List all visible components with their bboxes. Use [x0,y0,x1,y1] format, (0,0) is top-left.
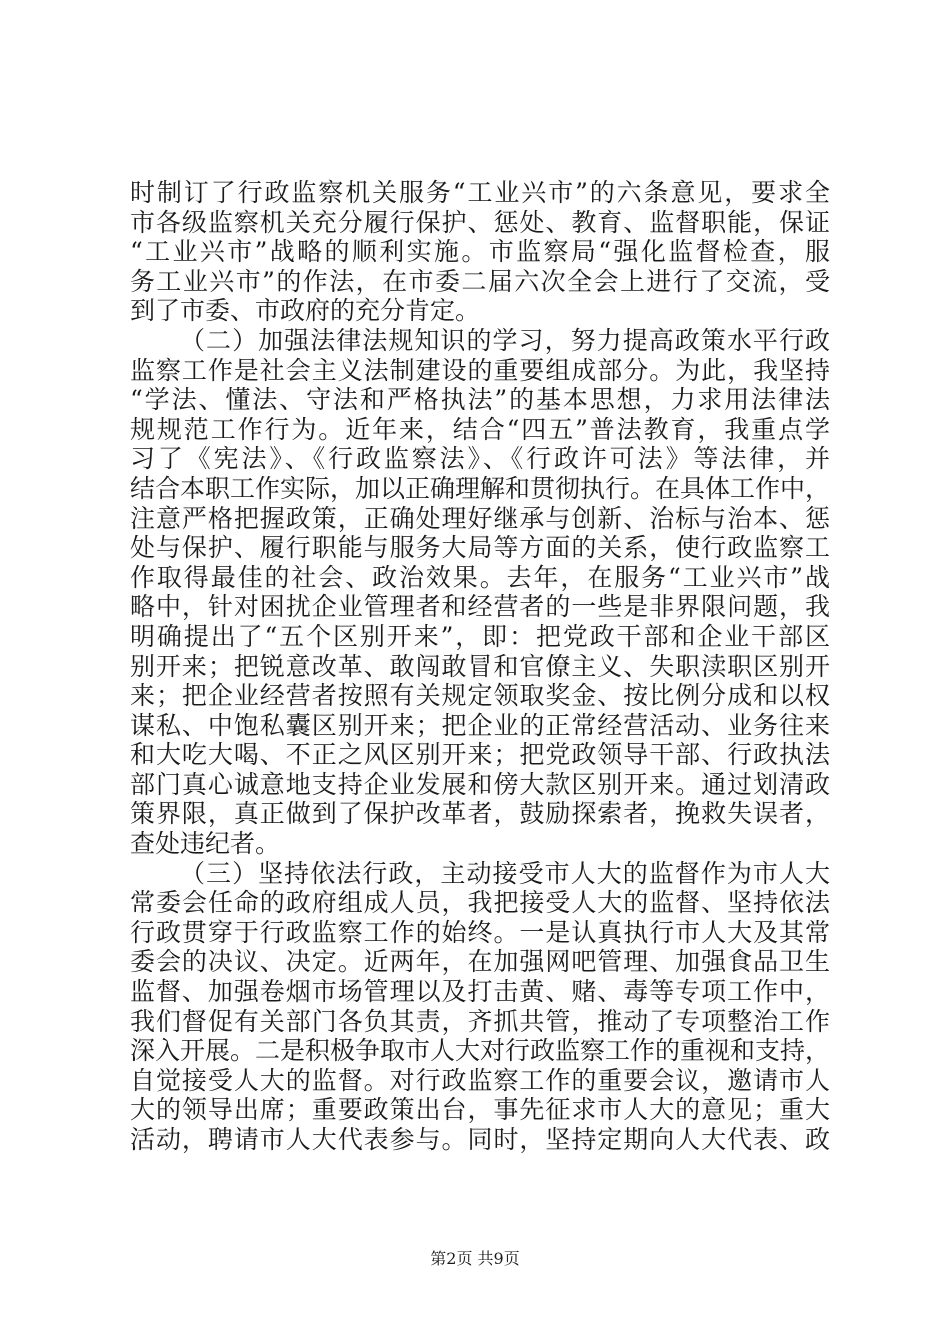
text-line: “学法、懂法、守法和严格执法”的基本思想，力求用法律法 [130,385,830,415]
text-line: 我们督促有关部门各负其责，齐抓共管，推动了专项整治工作 [130,1006,830,1036]
text-line: 监督、加强卷烟市场管理以及打击黄、赌、毒等专项工作中， [130,977,830,1007]
paragraph-start-line: （二）加强法律法规知识的学习，努力提高政策水平行政 [180,325,830,355]
text-line: 别开来；把锐意改革、敢闯敢冒和官僚主义、失职渎职区别开 [130,651,830,681]
text-line: 策界限，真正做到了保护改革者，鼓励探索者，挽救失误者， [130,799,830,829]
text-line: 作取得最佳的社会、政治效果。去年，在服务“工业兴市”战 [130,562,830,592]
text-line: 常委会任命的政府组成人员，我把接受人大的监督、坚持依法 [130,888,830,918]
text-line: 查处违纪者。 [130,829,281,859]
paragraph-start-line: （三）坚持依法行政，主动接受市人大的监督作为市人大 [180,858,830,888]
text-line: 大的领导出席；重要政策出台，事先征求市人大的意见；重大 [130,1095,830,1125]
text-line: 深入开展。二是积极争取市人大对行政监察工作的重视和支持， [130,1036,831,1066]
text-line: 时制订了行政监察机关服务“工业兴市”的六条意见，要求全 [130,178,830,207]
text-line: “工业兴市”战略的顺利实施。市监察局“强化监督检查，服 [130,237,830,267]
text-line: 务工业兴市”的作法，在市委二届六次全会上进行了交流，受 [130,266,830,296]
text-line: 自觉接受人大的监督。对行政监察工作的重要会议，邀请市人 [130,1065,830,1095]
text-line: 行政贯穿于行政监察工作的始终。一是认真执行市人大及其常 [130,917,830,947]
text-line: 部门真心诚意地支持企业发展和傍大款区别开来。通过划清政 [130,769,830,799]
text-line: 习了《宪法》、《行政监察法》、《行政许可法》等法律，并 [130,444,830,474]
text-line: 规规范工作行为。近年来，结合“四五”普法教育，我重点学 [130,414,830,444]
text-line: 到了市委、市政府的充分肯定。 [130,296,481,326]
text-line: 谋私、中饱私囊区别开来；把企业的正常经营活动、业务往来 [130,710,830,740]
text-line: 监察工作是社会主义法制建设的重要组成部分。为此，我坚持 [130,355,830,385]
text-line: 活动，聘请市人大代表参与。同时，坚持定期向人大代表、政 [130,1125,830,1154]
text-line: 市各级监察机关充分履行保护、惩处、教育、监督职能，保证 [130,207,830,237]
text-line: 来；把企业经营者按照有关规定领取奖金、按比例分成和以权 [130,681,830,711]
text-line: 略中，针对困扰企业管理者和经营者的一些是非界限问题，我 [130,592,830,622]
page-number-footer: 第2页 共9页 [430,1249,520,1268]
text-line: 委会的决议、决定。近两年，在加强网吧管理、加强食品卫生 [130,947,830,977]
text-line: 注意严格把握政策，正确处理好继承与创新、治标与治本、惩 [130,503,830,533]
text-line: 结合本职工作实际，加以正确理解和贯彻执行。在具体工作中， [130,473,831,503]
body-text [130,178,830,1155]
text-line: 明确提出了“五个区别开来”，即：把党政干部和企业干部区 [130,621,830,651]
text-line: 和大吃大喝、不正之风区别开来；把党政领导干部、行政执法 [130,740,830,770]
text-line: 处与保护、履行职能与服务大局等方面的关系，使行政监察工 [130,533,830,563]
